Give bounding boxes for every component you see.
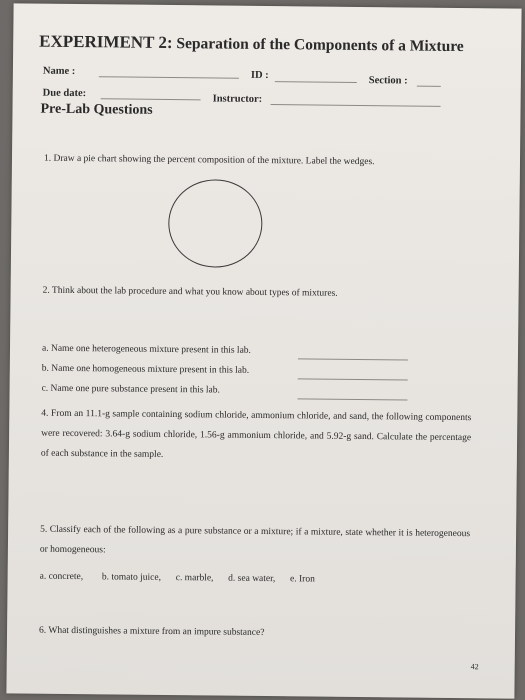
section-label: Section : (368, 75, 408, 87)
instructor-label: Instructor: (212, 93, 263, 105)
answer-2a-field[interactable] (298, 358, 408, 360)
instructor-field[interactable] (271, 104, 441, 107)
page-number: 42 (470, 662, 479, 672)
question-6: 6. What distinguishes a mixture from an impure substance? (39, 625, 265, 639)
answer-2b-field[interactable] (298, 378, 408, 380)
option-b: b. tomato juice, (101, 572, 162, 583)
section-heading: Pre-Lab Questions (40, 101, 153, 118)
id-label: ID : (250, 69, 269, 82)
question-2: 2. Think about the lab procedure and what you know about types of mixtures. (42, 285, 338, 299)
due-date-label: Due date: (42, 87, 87, 100)
name-field[interactable] (99, 76, 239, 78)
option-c: c. marble, (175, 573, 214, 584)
due-date-field[interactable] (101, 98, 201, 100)
pie-chart-circle (168, 179, 263, 268)
section-field[interactable] (417, 86, 441, 87)
question-2a: a. Name one heterogeneous mixture present in this lab. (41, 343, 251, 356)
option-a: a. concrete, (39, 571, 84, 583)
question-1: 1. Draw a pie chart showing the percent composition of the mixture. Label the wedges. (43, 153, 375, 168)
option-d: d. sea water, (228, 573, 276, 585)
answer-2c-field[interactable] (297, 398, 407, 400)
question-5: 5. Classify each of the following as a pure substance or a mixture; if a mixture, state whether it is heterogeneous or homogeneous: (39, 524, 471, 556)
question-5-options (40, 572, 315, 585)
question-2b: b. Name one homogeneous mixture present in this lab. (41, 363, 250, 376)
name-label: Name : (42, 65, 76, 78)
option-e: e. Iron (290, 574, 315, 585)
id-field[interactable] (275, 81, 357, 83)
question-2c: c. Name one pure substance present in this lab. (41, 383, 220, 396)
question-4: 4. From an 11.1-g sample containing sodium chloride, ammonium chloride, and sand, the following components were recovered: 3.64-g sodium chloride, 1.56-g ammonium chloride, and 5.92-g sand. Calculate the percentage of each substance in the sample. (40, 408, 472, 460)
page-title: EXPERIMENT 2: Separation of the Components of a Mixture (39, 31, 464, 56)
worksheet-page (6, 3, 521, 698)
